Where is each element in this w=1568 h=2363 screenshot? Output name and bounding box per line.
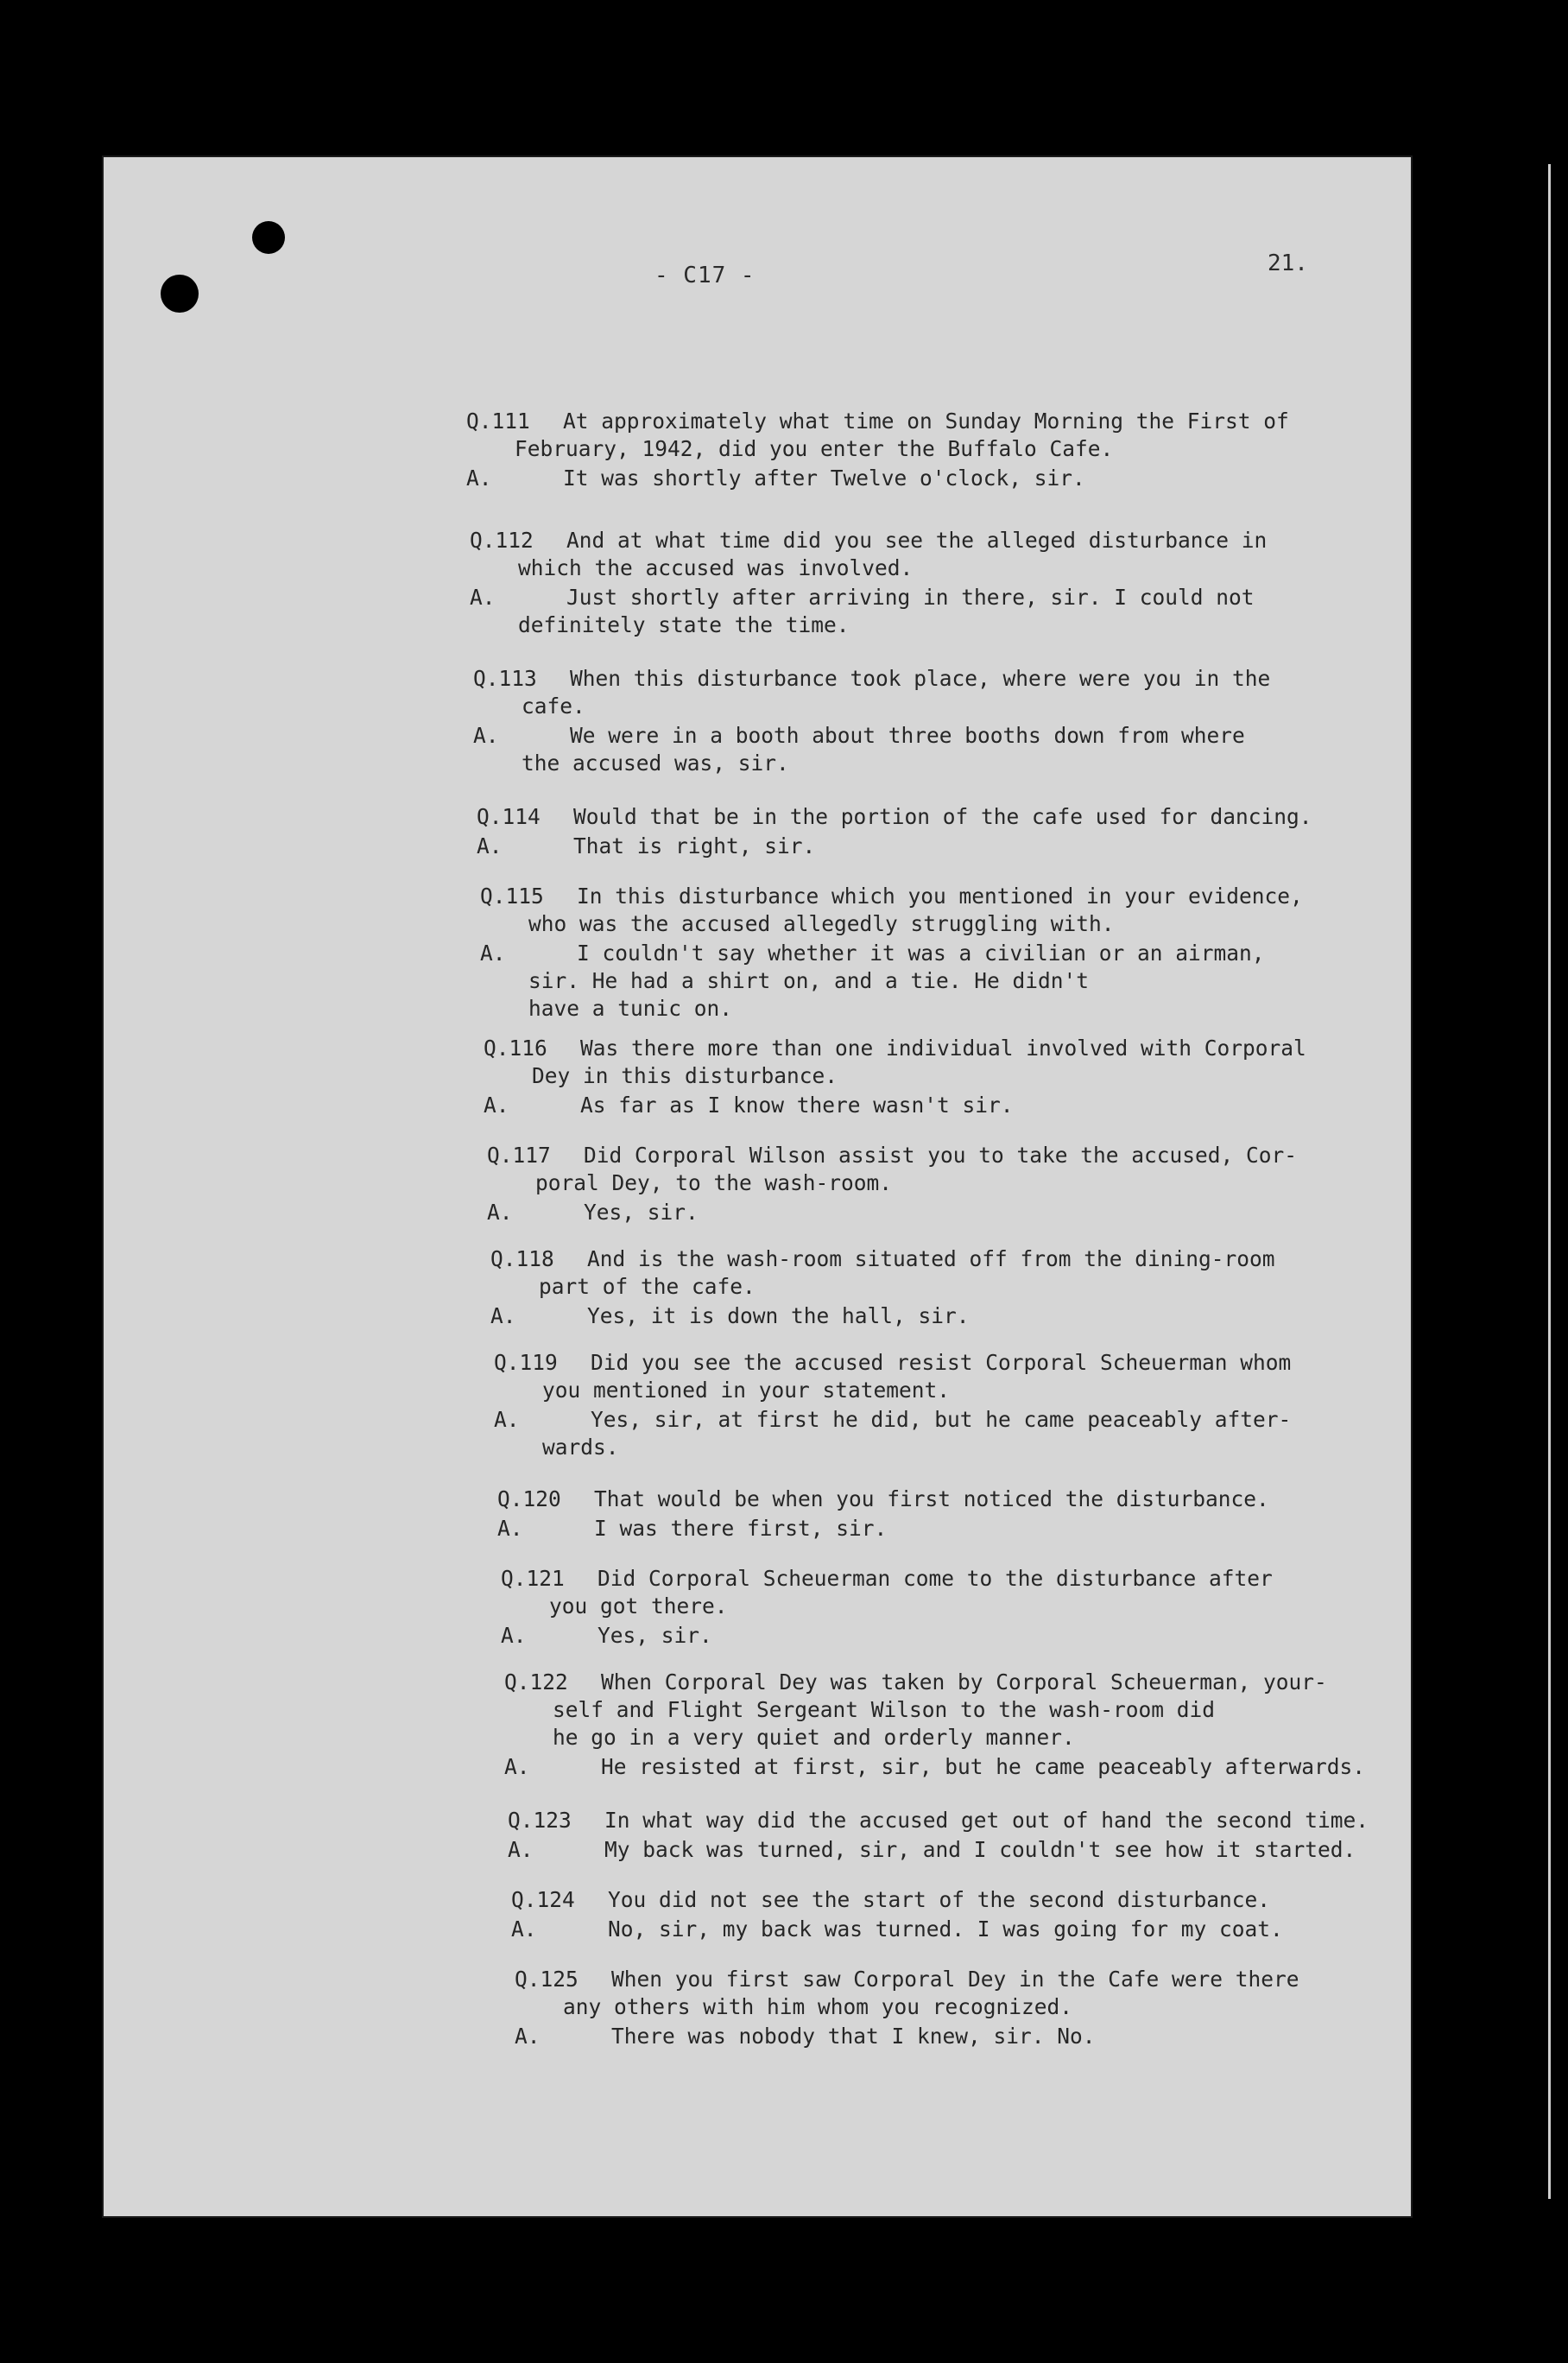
question-row	[477, 803, 1470, 831]
question-label: Q.124	[511, 1887, 575, 1912]
question-label: Q.113	[473, 666, 537, 691]
answer-label: A.	[490, 1303, 516, 1328]
question-label: Q.123	[508, 1808, 572, 1833]
answer-text: There was nobody that I knew, sir. No.	[611, 2024, 1096, 2049]
question-label: Q.121	[501, 1566, 565, 1591]
question-continuation: you got there.	[549, 1593, 728, 1619]
question-text: Did Corporal Scheuerman come to the disturbance after	[597, 1566, 1273, 1591]
answer-label: A.	[504, 1754, 530, 1779]
answer-label: A.	[501, 1623, 527, 1648]
question-text: And is the wash-room situated off from the dining-room	[587, 1246, 1275, 1271]
question-label: Q.116	[484, 1036, 547, 1061]
answer-row	[515, 2023, 1508, 2050]
question-label: Q.117	[487, 1143, 551, 1168]
question-text: When Corporal Dey was taken by Corporal Scheuerman, your-	[601, 1669, 1327, 1695]
answer-text: It was shortly after Twelve o'clock, sir.	[563, 466, 1085, 491]
qa-entry	[490, 1245, 1483, 1330]
qa-entry	[515, 1966, 1508, 2050]
qa-entry	[511, 1886, 1504, 1943]
question-row	[508, 1807, 1518, 1834]
answer-label: A.	[497, 1516, 523, 1541]
answer-text: Just shortly after arriving in there, sir. I could not	[566, 585, 1255, 610]
answer-text: Yes, it is down the hall, sir.	[587, 1303, 970, 1328]
answer-row	[466, 465, 1459, 492]
question-row	[501, 1565, 1494, 1593]
question-row	[487, 1142, 1480, 1169]
answer-text: He resisted at first, sir, but he came peaceably afterwards.	[601, 1754, 1366, 1779]
question-row	[466, 408, 1459, 435]
answer-row	[477, 833, 1470, 860]
answer-row	[511, 1916, 1504, 1943]
answer-text: We were in a booth about three booths down from where	[570, 723, 1245, 748]
question-text: And at what time did you see the alleged disturbance in	[566, 528, 1268, 553]
question-label: Q.120	[497, 1486, 561, 1511]
question-row	[490, 1245, 1483, 1273]
question-continuation: Dey in this disturbance.	[532, 1063, 838, 1088]
answer-label: A.	[484, 1093, 509, 1118]
question-label: Q.115	[480, 884, 544, 909]
question-continuation: which the accused was involved.	[518, 555, 914, 580]
answer-label: A.	[511, 1916, 537, 1942]
qa-entry	[497, 1486, 1490, 1543]
answer-text: Yes, sir.	[597, 1623, 712, 1648]
question-text: When you first saw Corporal Dey in the Cafe were there	[611, 1967, 1299, 1992]
page-marker: - C17 -	[654, 263, 756, 288]
question-continuation: part of the cafe.	[539, 1274, 756, 1299]
answer-text: As far as I know there wasn't sir.	[580, 1093, 1014, 1118]
answer-row	[484, 1092, 1476, 1119]
answer-text: I couldn't say whether it was a civilian or an airman,	[577, 941, 1265, 966]
question-text: You did not see the start of the second disturbance.	[608, 1887, 1271, 1912]
question-label: Q.119	[494, 1350, 558, 1375]
answer-continuation: definitely state the time.	[518, 612, 850, 637]
document-page	[102, 155, 1413, 2218]
question-label: Q.114	[477, 804, 541, 829]
question-continuation: you mentioned in your statement.	[542, 1378, 951, 1403]
question-label: Q.122	[504, 1669, 568, 1695]
answer-row	[473, 722, 1466, 750]
question-row	[480, 883, 1473, 910]
question-text: Did you see the accused resist Corporal Scheuerman whom	[591, 1350, 1292, 1375]
qa-entry	[473, 665, 1466, 777]
question-continuation: any others with him whom you recognized.	[563, 1994, 1073, 2019]
question-row	[515, 1966, 1508, 1993]
question-text: Did Corporal Wilson assist you to take the accused, Cor-	[584, 1143, 1298, 1168]
answer-row	[470, 584, 1463, 611]
question-row	[484, 1035, 1476, 1062]
question-text: Was there more than one individual involved with Corporal	[580, 1036, 1306, 1061]
answer-text: Yes, sir, at first he did, but he came peaceably after-	[591, 1407, 1292, 1432]
answer-label: A.	[487, 1200, 513, 1225]
answer-row	[497, 1515, 1490, 1543]
answer-row	[494, 1406, 1487, 1434]
question-row	[494, 1349, 1487, 1377]
answer-row	[490, 1302, 1483, 1330]
answer-text: That is right, sir.	[573, 833, 816, 858]
answer-label: A.	[515, 2024, 541, 2049]
answer-row	[501, 1622, 1494, 1650]
question-text: That would be when you first noticed the disturbance.	[594, 1486, 1269, 1511]
question-label: Q.118	[490, 1246, 554, 1271]
question-row	[511, 1886, 1504, 1914]
question-text: In what way did the accused get out of hand the second time.	[604, 1808, 1369, 1833]
qa-entry	[487, 1142, 1480, 1226]
answer-text: My back was turned, sir, and I couldn't see how it started.	[604, 1837, 1356, 1862]
question-text: In this disturbance which you mentioned in your evidence,	[577, 884, 1303, 909]
question-row	[473, 665, 1466, 693]
qa-entry	[508, 1807, 1518, 1864]
qa-entry	[470, 527, 1463, 639]
answer-text: No, sir, my back was turned. I was going for my coat.	[608, 1916, 1283, 1942]
question-answer-list	[102, 155, 1413, 2218]
answer-label: A.	[508, 1837, 534, 1862]
qa-entry	[466, 408, 1459, 492]
question-label: Q.125	[515, 1967, 579, 1992]
question-label: Q.111	[466, 409, 530, 434]
answer-row	[508, 1836, 1518, 1864]
qa-entry	[504, 1669, 1514, 1781]
answer-label: A.	[477, 833, 503, 858]
question-text: When this disturbance took place, where were you in the	[570, 666, 1271, 691]
question-text: Would that be in the portion of the cafe used for dancing.	[573, 804, 1312, 829]
scan-edge-mark	[1548, 164, 1551, 2199]
answer-text: Yes, sir.	[584, 1200, 699, 1225]
question-continuation: cafe.	[522, 694, 585, 719]
page-number: 21.	[1268, 250, 1308, 276]
qa-entry	[494, 1349, 1487, 1461]
question-label: Q.112	[470, 528, 534, 553]
answer-continuation: sir. He had a shirt on, and a tie. He didn't have a tunic on.	[528, 968, 1090, 1021]
qa-entry	[480, 883, 1473, 1023]
answer-label: A.	[470, 585, 496, 610]
answer-row	[487, 1199, 1480, 1226]
answer-continuation: the accused was, sir.	[522, 751, 789, 776]
question-row	[497, 1486, 1490, 1513]
qa-entry	[484, 1035, 1476, 1119]
question-text: At approximately what time on Sunday Morning the First of	[563, 409, 1289, 434]
answer-label: A.	[480, 941, 506, 966]
question-continuation: self and Flight Sergeant Wilson to the wash-room did he go in a very quiet and orderly manner.	[553, 1697, 1216, 1750]
answer-text: I was there first, sir.	[594, 1516, 888, 1541]
answer-continuation: wards.	[542, 1435, 619, 1460]
answer-label: A.	[473, 723, 499, 748]
qa-entry	[501, 1565, 1494, 1650]
question-row	[504, 1669, 1514, 1696]
answer-row	[480, 940, 1473, 967]
question-continuation: who was the accused allegedly struggling with.	[528, 911, 1115, 936]
question-continuation: February, 1942, did you enter the Buffalo Cafe.	[515, 436, 1114, 461]
answer-row	[504, 1753, 1514, 1781]
answer-label: A.	[466, 466, 492, 491]
question-row	[470, 527, 1463, 554]
answer-label: A.	[494, 1407, 520, 1432]
qa-entry	[477, 803, 1470, 860]
question-continuation: poral Dey, to the wash-room.	[535, 1170, 893, 1195]
